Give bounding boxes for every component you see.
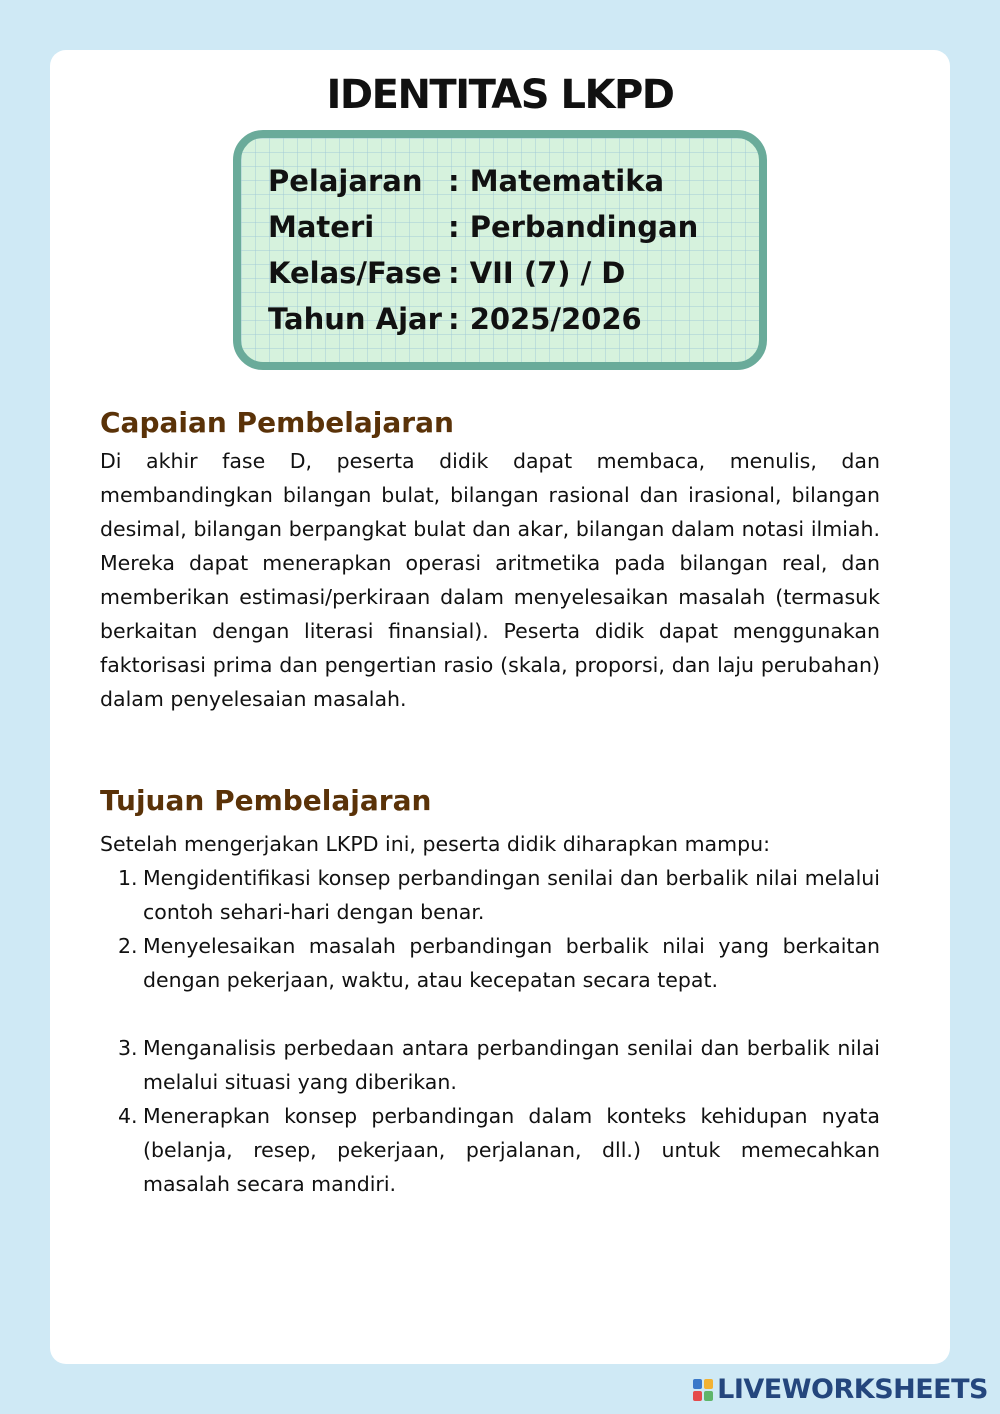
worksheet-card [50, 50, 950, 1364]
goal-item [118, 1031, 880, 1099]
goal-text: Menyelesaikan masalah perbandingan berbalik nilai yang berkaitan dengan pekerjaan, waktu, atau kecepatan secara tepat. [143, 934, 880, 992]
page-title: IDENTITAS LKPD [326, 72, 674, 118]
liveworksheets-brand: LIVEWORKSHEETS [717, 1374, 988, 1405]
identity-row-tahun [268, 302, 642, 336]
liveworksheets-footer[interactable] [693, 1374, 988, 1405]
goal-item [118, 1099, 880, 1201]
identity-label: Pelajaran [268, 164, 423, 198]
goal-text: Menganalisis perbedaan antara perbandingan senilai dan berbalik nilai melalui situasi yang diberikan. [143, 1036, 880, 1094]
identity-row-materi [268, 210, 698, 244]
identity-value: : Matematika [448, 164, 665, 198]
tujuan-intro: Setelah mengerjakan LKPD ini, peserta didik diharapkan mampu: [100, 832, 770, 856]
goal-text: Mengidentifikasi konsep perbandingan senilai dan berbalik nilai melalui contoh sehari-hari dengan benar. [143, 866, 880, 924]
capaian-heading: Capaian Pembelajaran [100, 406, 454, 439]
identity-box [233, 130, 767, 370]
identity-label: Kelas/Fase [268, 256, 442, 290]
tujuan-heading: Tujuan Pembelajaran [100, 784, 432, 817]
identity-value: : Perbandingan [448, 210, 699, 244]
capaian-paragraph: Di akhir fase D, peserta didik dapat membaca, menulis, dan membandingkan bilangan bulat, bilangan rasional dan irasional, bilangan desimal, bilangan berpangkat bulat dan akar, bilangan dalam notasi ilmiah. Mereka dapat menerapkan operasi aritmetika pada bilangan real, dan memberikan estimasi/perkiraan dalam menyelesaikan masalah (termasuk berkaitan dengan literasi finansial). Peserta didik dapat menggunakan faktorisasi prima dan pengertian rasio (skala, proporsi, dan laju perubahan) dalam penyelesaian masalah. [100, 449, 880, 711]
goal-number: 1. [118, 866, 138, 890]
goal-number: 4. [118, 1104, 138, 1128]
identity-value: : 2025/2026 [448, 302, 642, 336]
identity-label: Tahun Ajar [268, 302, 442, 336]
goal-item [118, 929, 880, 997]
goal-item [118, 861, 880, 929]
identity-value: : VII (7) / D [448, 256, 626, 290]
goal-number: 2. [118, 934, 138, 958]
identity-row-pelajaran [268, 164, 664, 198]
goal-number: 3. [118, 1036, 138, 1060]
liveworksheets-logo-icon [693, 1379, 713, 1401]
identity-row-kelas [268, 256, 625, 290]
goal-text: Menerapkan konsep perbandingan dalam konteks kehidupan nyata (belanja, resep, pekerjaan, perjalanan, dll.) untuk memecahkan masalah secara mandiri. [143, 1104, 880, 1196]
identity-label: Materi [268, 210, 375, 244]
